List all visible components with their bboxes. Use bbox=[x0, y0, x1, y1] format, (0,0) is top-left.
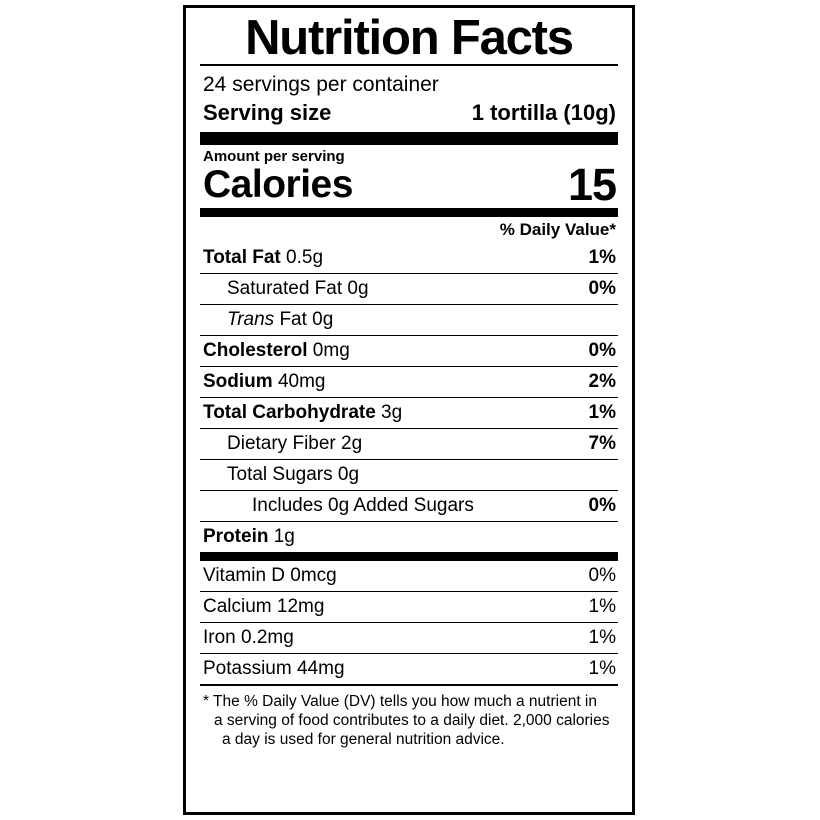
vitamin-row bbox=[200, 654, 618, 684]
vitamin-daily-value: 1% bbox=[588, 627, 616, 648]
calories-value: 15 bbox=[567, 159, 616, 210]
nutrient-daily-value: 1% bbox=[588, 247, 616, 268]
nutrient-name: Includes 0g Added Sugars bbox=[252, 495, 474, 516]
footnote-line: a serving of food contributes to a daily diet. 2,000 calories bbox=[214, 712, 610, 729]
daily-value-header: % Daily Value* bbox=[499, 220, 616, 239]
vitamin-name: Potassium 44mg bbox=[203, 658, 345, 679]
vitamin-list bbox=[200, 561, 618, 684]
nutrient-name: Trans Fat 0g bbox=[227, 309, 334, 330]
nutrient-row bbox=[200, 336, 618, 366]
nutrient-daily-value: 7% bbox=[588, 433, 616, 454]
calories-row bbox=[200, 159, 618, 210]
vitamin-daily-value: 1% bbox=[588, 658, 616, 679]
vitamin-row bbox=[200, 592, 618, 622]
nutrient-row bbox=[200, 491, 618, 521]
nutrient-name: Total Fat 0.5g bbox=[203, 247, 324, 268]
vitamin-name: Calcium 12mg bbox=[203, 596, 325, 617]
vitamin-name: Vitamin D 0mcg bbox=[203, 565, 337, 586]
nutrient-daily-value: 2% bbox=[588, 371, 616, 392]
footnote-line: * The % Daily Value (DV) tells you how much a nutrient in bbox=[203, 693, 597, 710]
serving-size-label: Serving size bbox=[203, 100, 332, 125]
vitamin-daily-value: 0% bbox=[588, 565, 616, 586]
nutrient-name: Cholesterol 0mg bbox=[203, 340, 350, 361]
nutrient-name: Sodium 40mg bbox=[203, 371, 326, 392]
nutrient-daily-value: 0% bbox=[588, 495, 616, 516]
divider-thick-top bbox=[200, 132, 618, 145]
nutrient-daily-value: 0% bbox=[588, 340, 616, 361]
daily-value-footnote bbox=[200, 686, 618, 749]
nutrient-row bbox=[200, 243, 618, 273]
nutrient-list bbox=[200, 243, 618, 552]
serving-size-row bbox=[200, 99, 618, 127]
nutrient-name: Saturated Fat 0g bbox=[227, 278, 369, 299]
divider-under-calories bbox=[200, 208, 618, 217]
nutrient-row bbox=[200, 305, 618, 335]
nutrition-facts-panel bbox=[183, 5, 635, 815]
vitamin-row bbox=[200, 561, 618, 591]
divider-above-vitamins bbox=[200, 552, 618, 561]
nutrient-row bbox=[200, 522, 618, 552]
nutrient-row bbox=[200, 398, 618, 428]
vitamin-name: Iron 0.2mg bbox=[203, 627, 294, 648]
page-title: Nutrition Facts bbox=[245, 11, 573, 65]
nutrient-name: Protein 1g bbox=[203, 526, 295, 547]
calories-label: Calories bbox=[203, 163, 353, 206]
vitamin-daily-value: 1% bbox=[588, 596, 616, 617]
footnote-line: a day is used for general nutrition advice. bbox=[222, 731, 505, 748]
nutrient-row bbox=[200, 429, 618, 459]
nutrient-daily-value: 0% bbox=[588, 278, 616, 299]
nutrient-name: Total Carbohydrate 3g bbox=[203, 402, 403, 423]
nutrient-name: Total Sugars 0g bbox=[227, 464, 360, 485]
serving-size-value: 1 tortilla (10g) bbox=[471, 100, 616, 125]
nutrient-row bbox=[200, 460, 618, 490]
nutrient-name: Dietary Fiber 2g bbox=[227, 433, 363, 454]
nutrient-daily-value: 1% bbox=[588, 402, 616, 423]
nutrient-row bbox=[200, 367, 618, 397]
nutrient-row bbox=[200, 274, 618, 304]
servings-per-container: 24 servings per container bbox=[203, 73, 439, 96]
amount-per-serving-label: Amount per serving bbox=[203, 148, 345, 165]
vitamin-row bbox=[200, 623, 618, 653]
